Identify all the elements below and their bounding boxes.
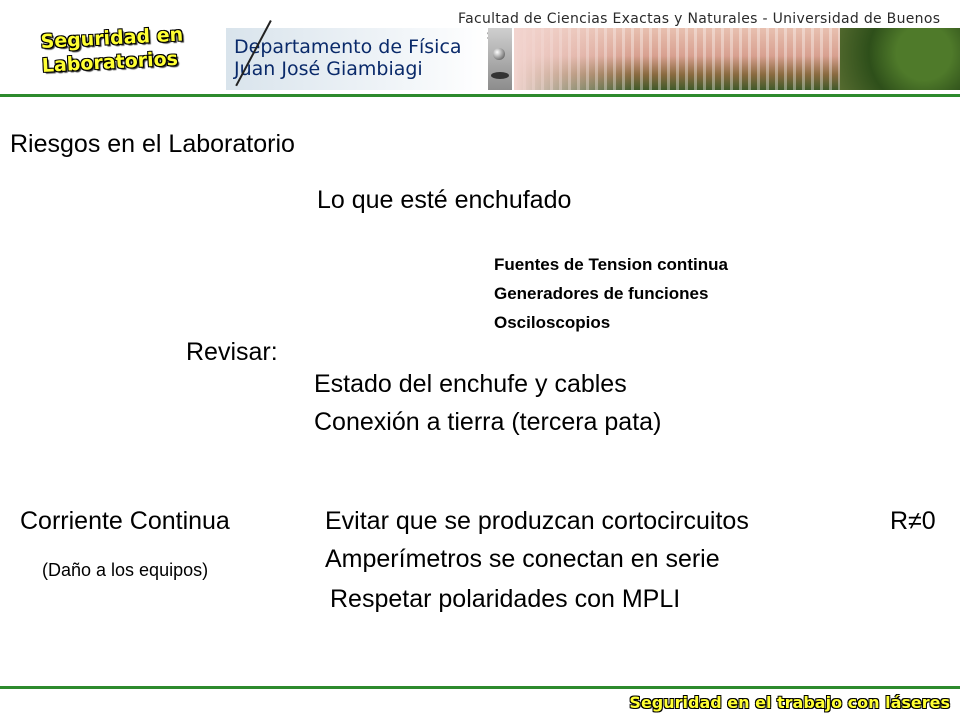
device-list bbox=[494, 250, 728, 337]
department-block bbox=[226, 28, 486, 90]
bottom-rule bbox=[0, 686, 960, 689]
device-item: Fuentes de Tension continua bbox=[494, 255, 728, 274]
check-item: Estado del enchufe y cables bbox=[314, 370, 627, 398]
dc-rule: Respetar polaridades con MPLI bbox=[330, 585, 681, 613]
slide-title: Riesgos en el Laboratorio bbox=[10, 130, 295, 158]
dc-note: (Daño a los equipos) bbox=[42, 560, 209, 580]
device-item: Osciloscopios bbox=[494, 313, 611, 332]
badge-line-2: Laboratorios bbox=[41, 47, 179, 77]
department-logo-icon bbox=[488, 28, 512, 90]
logo-sphere bbox=[493, 48, 505, 60]
device-item: Generadores de funciones bbox=[494, 284, 709, 303]
check-item: Conexión a tierra (tercera pata) bbox=[314, 408, 662, 436]
dc-label: Corriente Continua bbox=[20, 507, 230, 535]
badge-line-1: Seguridad en bbox=[40, 23, 184, 53]
course-badge bbox=[40, 23, 185, 78]
revisar-label: Revisar: bbox=[186, 338, 278, 366]
footer-text: Seguridad en el trabajo con láseres bbox=[629, 693, 950, 712]
dc-rule: Amperímetros se conectan en serie bbox=[325, 545, 720, 573]
header-banner bbox=[0, 0, 960, 96]
department-person: Juan José Giambiagi bbox=[234, 58, 423, 80]
dc-formula: R≠0 bbox=[890, 507, 936, 535]
slide-subtitle: Lo que esté enchufado bbox=[317, 186, 572, 214]
university-building-photo bbox=[514, 28, 960, 90]
department-name: Departamento de Física bbox=[234, 36, 462, 58]
top-rule bbox=[0, 94, 960, 97]
logo-base bbox=[491, 72, 509, 79]
dc-rule: Evitar que se produzcan cortocircuitos bbox=[325, 507, 749, 535]
faculty-name: Facultad de Ciencias Exactas y Naturales - Universidad de Buenos bbox=[458, 11, 941, 27]
